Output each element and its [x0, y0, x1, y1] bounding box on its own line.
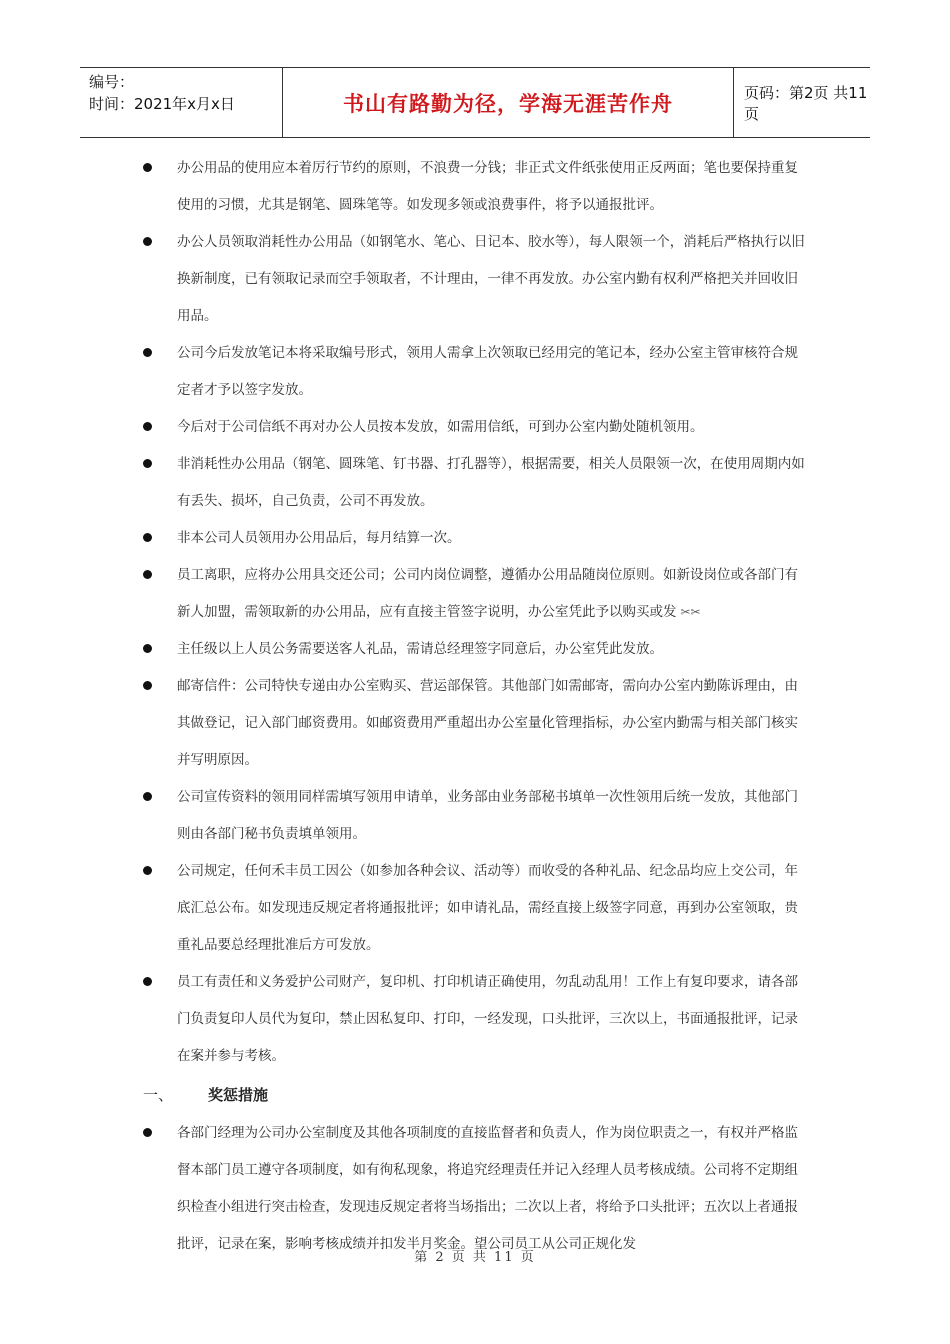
list-item [0, 1115, 950, 1263]
list-item [0, 224, 950, 335]
bullet-icon [143, 348, 152, 357]
list-item [0, 446, 950, 520]
motto: 书山有路勤为径，学海无涯苦作舟 [343, 91, 673, 116]
section-heading [0, 1075, 950, 1115]
list-item [0, 150, 950, 224]
item-text: 办公用品的使用应本着厉行节约的原则，不浪费一分钱；非正式文件纸张使用正反两面；笔也要保持重复使用的习惯，尤其是钢笔、圆珠笔等。如发现多领或浪费事件，将予以通报批评。 [177, 160, 798, 213]
bullet-icon [143, 792, 152, 801]
item-text: 办公人员领取消耗性办公用品（如钢笔水、笔心、日记本、胶水等），每人限领一个，消耗后严格执行以旧换新制度，已有领取记录而空手领取者，不计理由，一律不再发放。办公室内勤有权利严格把关并回收旧用品。 [177, 234, 805, 324]
item-text: 公司今后发放笔记本将采取编号形式，领用人需拿上次领取已经用完的笔记本，经办公室主管审核符合规定者才予以签字发放。 [177, 345, 798, 398]
bullet-icon [143, 533, 152, 542]
bullet-icon [143, 163, 152, 172]
document-body [0, 150, 950, 1263]
list-item [0, 335, 950, 409]
header-motto-cell [282, 68, 734, 137]
list-item [0, 557, 950, 631]
item-text: 公司规定，任何禾丰员工因公（如参加各种会议、活动等）而收受的各种礼品、纪念品均应上交公司，年底汇总公布。如发现违反规定者将通报批评；如申请礼品，需经直接上级签字同意，再到办公室领取，贵重礼品要总经理批准后方可发放。 [177, 863, 798, 953]
page-label: 页码：第2页 共11页 [744, 83, 868, 123]
bullet-icon [143, 644, 152, 653]
paperclip-icon: ✂✂ [680, 605, 701, 619]
section-number: 一、 [143, 1086, 174, 1104]
list-item [0, 409, 950, 446]
bullet-icon [143, 422, 152, 431]
item-text: 非消耗性办公用品（钢笔、圆珠笔、钉书器、打孔器等），根据需要，相关人员限领一次，在使用周期内如有丢失、损坏，自己负责，公司不再发放。 [177, 456, 805, 509]
bullet-icon [143, 681, 152, 690]
item-text: 各部门经理为公司办公室制度及其他各项制度的直接监督者和负责人，作为岗位职责之一，有权并严格监督本部门员工遵守各项制度，如有徇私现象，将追究经理责任并记入经理人员考核成绩。公司将不定期组织检查小组进行突击检查，发现违反规定者将当场指出；二次以上者，将给予口头批评；五次以上者通报批评，记录在案，影响考核成绩并扣发半月奖金。望公司员工从公司正规化发 [177, 1125, 798, 1252]
item-text: 员工离职，应将办公用具交还公司；公司内岗位调整，遵循办公用品随岗位原则。如新设岗位或各部门有新人加盟，需领取新的办公用品，应有直接主管签字说明，办公室凭此予以购买或发 [177, 567, 798, 620]
list-item [0, 631, 950, 668]
bullet-icon [143, 237, 152, 246]
bullet-icon [143, 570, 152, 579]
item-text: 主任级以上人员公务需要送客人礼品，需请总经理签字同意后，办公室凭此发放。 [177, 641, 663, 657]
item-text: 今后对于公司信纸不再对办公人员按本发放，如需用信纸，可到办公室内勤处随机领用。 [177, 419, 704, 435]
list-item [0, 668, 950, 779]
item-text: 公司宣传资料的领用同样需填写领用申请单，业务部由业务部秘书填单一次性领用后统一发放，其他部门则由各部门秘书负责填单领用。 [177, 789, 798, 842]
header-page-cell [734, 68, 870, 137]
item-text: 员工有责任和义务爱护公司财产，复印机、打印机请正确使用，勿乱动乱用！工作上有复印要求，请各部门负责复印人员代为复印，禁止因私复印、打印，一经发现，口头批评，三次以上，书面通报批评，记录在案并参与考核。 [177, 974, 798, 1064]
page-header [80, 67, 870, 138]
list-item [0, 520, 950, 557]
list-item [0, 779, 950, 853]
header-meta [80, 68, 282, 137]
bullet-icon [143, 866, 152, 875]
time-label: 时间：2021年x月x日 [89, 95, 235, 113]
list-item [0, 853, 950, 964]
bullet-icon [143, 459, 152, 468]
section-title: 奖惩措施 [208, 1086, 269, 1104]
item-text: 邮寄信件：公司特快专递由办公室购买、营运部保管。其他部门如需邮寄，需向办公室内勤陈诉理由，由其做登记，记入部门邮资费用。如邮资费用严重超出办公室量化管理指标，办公室内勤需与相关部门核实并写明原因。 [177, 678, 798, 768]
bullet-icon [143, 977, 152, 986]
page-footer: 第 2 页 共 11 页 [414, 1250, 536, 1265]
item-text: 非本公司人员领用办公用品后，每月结算一次。 [177, 530, 461, 546]
number-label: 编号： [89, 73, 135, 91]
list-item [0, 964, 950, 1075]
bullet-icon [143, 1128, 152, 1137]
